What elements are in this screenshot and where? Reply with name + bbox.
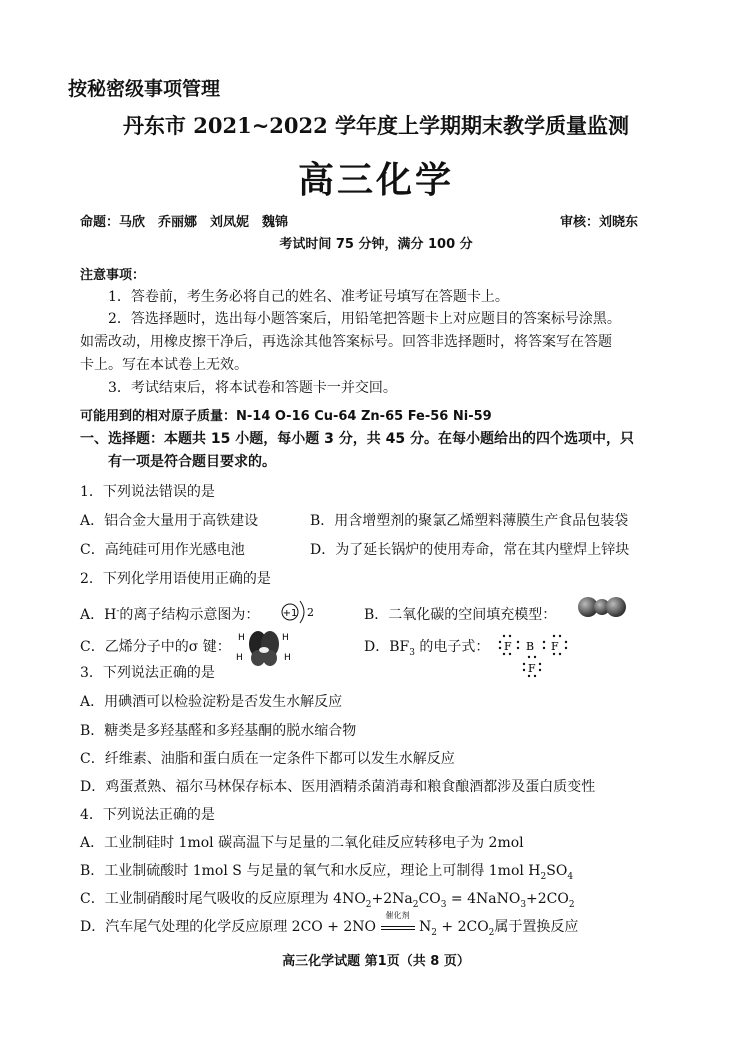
reviewer-line: 审核：刘晓东 <box>560 215 639 230</box>
q2-option-b: B．二氧化碳的空间填充模型： <box>364 607 557 623</box>
svg-text:+1: +1 <box>282 608 298 619</box>
q1-option-d: D．为了延长锅炉的使用寿命，常在其内壁焊上锌块 <box>310 542 630 558</box>
svg-text:H: H <box>236 653 243 663</box>
note-2-cont: 如需改动，用橡皮擦干净后，再选涂其他答案标号。回答非选择题时，将答案写在答题 <box>80 334 612 350</box>
authors-line: 命题：马欣 乔丽娜 刘凤妮 魏锦 <box>80 215 289 230</box>
svg-text:H: H <box>284 653 291 663</box>
q2-option-c: C．乙烯分子中的σ 键： <box>80 639 231 655</box>
q3-option-d: D．鸡蛋煮熟、福尔马林保存标本、医用酒精杀菌消毒和粮食酿酒都涉及蛋白质变性 <box>80 779 596 795</box>
q2-option-d: D．$BF_3$ 的电子式： <box>364 639 490 658</box>
note-2: 2．答选择题时，选出每小题答案后，用铅笔把答题卡上对应题目的答案标号涂黑。 <box>108 311 621 327</box>
q3-option-b: B．糖类是多羟基醛和多羟基酮的脱水缩合物 <box>80 723 357 739</box>
q3-option-c: C．纤维素、油脂和蛋白质在一定条件下都可以发生水解反应 <box>80 751 455 767</box>
q4-stem: 4．下列说法正确的是 <box>80 807 215 823</box>
q1-stem: 1．下列说法错误的是 <box>80 484 215 500</box>
svg-text:2: 2 <box>307 606 314 619</box>
page-footer: 高三化学试题 第1页（共 8 页） <box>282 954 470 969</box>
svg-text:H: H <box>238 633 245 643</box>
svg-text:H: H <box>282 633 289 643</box>
q2-option-a: A．H-的离子结构示意图为： <box>80 606 260 623</box>
exam-title: 丹东市 2021~2022 学年度上学期期末教学质量监测 <box>122 113 630 138</box>
svg-text:F: F <box>528 662 536 675</box>
q4-option-a: A．工业制硅时 1mol 碳高温下与足量的二氧化硅反应转移电子为 2mol <box>80 835 524 851</box>
q1-option-a: A．铝合金大量用于高铁建设 <box>80 513 259 529</box>
q1-option-b: B．用含增塑剂的聚氯乙烯塑料薄膜生产食品包装袋 <box>310 513 629 529</box>
q1-option-c: C．高纯硅可用作光感电池 <box>80 542 245 558</box>
q3-stem: 3．下列说法正确的是 <box>80 665 215 681</box>
hydride-ion-diagram <box>280 598 320 626</box>
note-3: 3．考试结束后，将本试卷和答题卡一并交回。 <box>108 380 397 396</box>
bf3-electron-formula <box>496 628 572 678</box>
q4-option-c: C．工业制硝酸时尾气吸收的反应原理为 $4NO_2+2Na_2CO_3$ = $4NaNO_3+2CO_2$ <box>80 891 575 910</box>
time-score-line: 考试时间 75 分钟，满分 100 分 <box>279 237 473 252</box>
ethylene-sigma-bond-diagram <box>234 626 294 670</box>
q2-stem: 2．下列化学用语使用正确的是 <box>80 571 271 587</box>
subject-title: 高三化学 <box>297 160 454 201</box>
co2-space-filling-model <box>578 597 626 621</box>
confidentiality-label: 按秘密级事项管理 <box>68 78 221 100</box>
section-heading-cont: 有一项是符合题目要求的。 <box>108 454 276 470</box>
atomic-masses: 可能用到的相对原子质量：N-14 O-16 Cu-64 Zn-65 Fe-56 Ni-59 <box>80 409 492 424</box>
q4-option-d: D．汽车尾气处理的化学反应原理 2CO + 2NO 催化剂 $N_2 + 2CO_2$属于置换反应 <box>80 911 579 938</box>
catalyst-arrow: 催化剂 <box>381 924 415 930</box>
svg-text:B: B <box>526 640 535 653</box>
q4-option-b: B．工业制硫酸时 1mol S 与足量的氧气和水反应，理论上可制得 1mol $H_2SO_4$ <box>80 863 574 882</box>
note-1: 1．答卷前，考生务必将自己的姓名、准考证号填写在答题卡上。 <box>108 289 509 305</box>
notes-title: 注意事项： <box>80 268 146 283</box>
svg-text:F: F <box>504 640 512 653</box>
svg-text:F: F <box>551 640 559 653</box>
q3-option-a: A．用碘酒可以检验淀粉是否发生水解反应 <box>80 694 343 710</box>
note-2-end: 卡上。写在本试卷上无效。 <box>80 357 248 373</box>
section-heading: 一、选择题：本题共 15 小题，每小题 3 分，共 45 分。在每小题给出的四个选项中，只 <box>80 431 634 447</box>
